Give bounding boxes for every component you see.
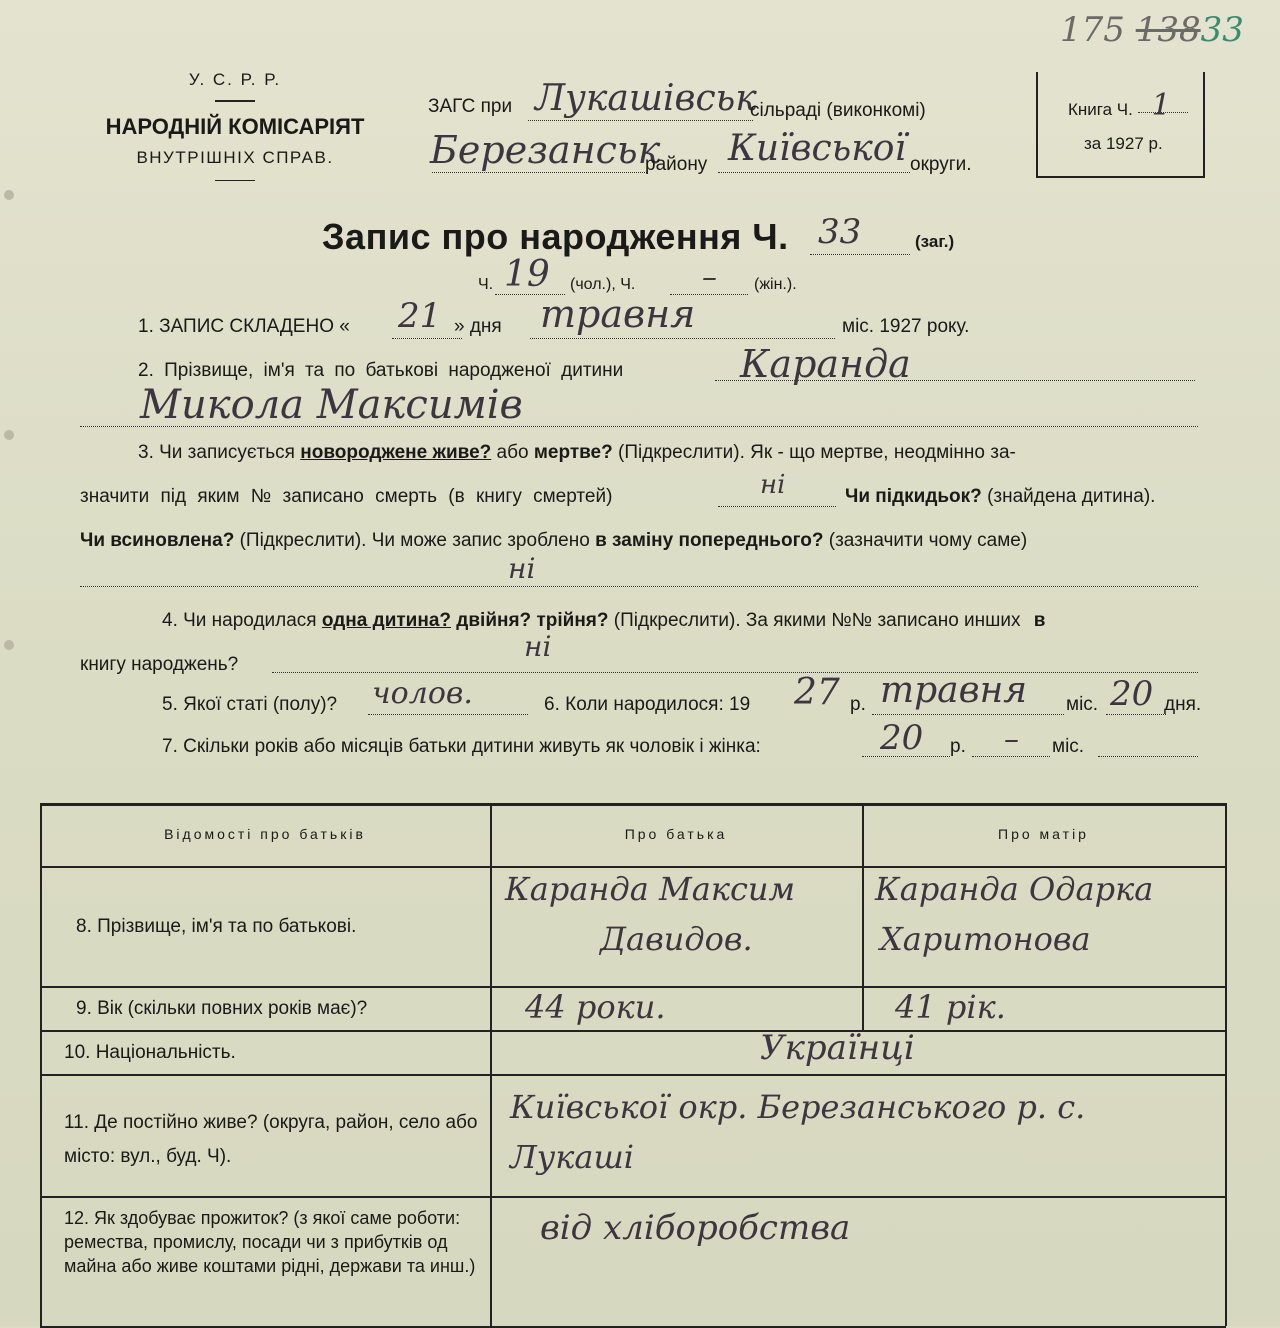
q6-mis: міс.	[1066, 694, 1099, 715]
subtitle-prefix: Ч.	[478, 276, 494, 293]
female-count: –	[702, 260, 717, 295]
state-abbr: У. С. Р. Р.	[188, 70, 282, 89]
book-number: 1	[1151, 88, 1171, 123]
nationality-value: Українці	[760, 1028, 915, 1068]
male-label: (чол.), Ч.	[570, 276, 636, 293]
q3-line1: 3. Чи записується новороджене живе? або мертве? (Підкреслити). Як - що мертве, неодмінно за-	[138, 442, 1016, 463]
zags-prefix: ЗАГС при	[428, 96, 513, 117]
father-name-line1: Каранда Максим	[505, 870, 796, 908]
record-title	[322, 216, 789, 258]
q3-line2: значити під яким № записано смерть (в книгу смертей)	[80, 486, 613, 507]
father-name-line2: Давидов.	[600, 920, 753, 958]
father-age: 44 роки.	[525, 988, 666, 1026]
book-year: за 1927 р.	[1084, 134, 1163, 153]
other-births-answer: ні	[524, 630, 552, 663]
okrug-handwritten: Київської	[728, 128, 906, 169]
district-label: району	[645, 154, 708, 175]
q1-day: 21	[398, 296, 442, 336]
mother-name-line1: Каранда Одарка	[875, 870, 1154, 908]
row-label-nationality: 10. Національність.	[64, 1042, 236, 1063]
q7-label: 7. Скільки років або місяців батьки дитини живуть як чоловік і жінка:	[162, 736, 761, 757]
row-label-name: 8. Прізвище, ім'я та по батькові.	[76, 916, 357, 937]
mother-name-line2: Харитонова	[880, 920, 1091, 958]
child-surname: Каранда	[740, 342, 911, 386]
birth-day: 20	[1110, 674, 1154, 714]
header-father: Про батька	[624, 826, 728, 842]
q4-line1: 4. Чи народилася одна дитина? двійня? трійня? (Підкреслити). За якими №№ записано инших в	[162, 610, 1046, 631]
district-handwritten: Березанськ	[430, 128, 661, 172]
q1-month: травня	[540, 292, 696, 336]
marriage-months: –	[1004, 722, 1019, 757]
female-label: (жін.).	[754, 276, 797, 293]
marriage-years: 20	[880, 718, 924, 758]
commissariat-name: НАРОДНІЙ КОМІСАРІЯТ	[105, 113, 365, 139]
title-suffix: (заг.)	[915, 232, 955, 251]
q5-label: 5. Якої статі (полу)?	[162, 694, 338, 715]
male-count: 19	[504, 254, 550, 295]
q6-dnia: дня.	[1164, 694, 1202, 715]
row-label-age: 9. Вік (скільки повних років має)?	[76, 998, 368, 1019]
livelihood-value: від хліборобства	[540, 1208, 851, 1248]
q1-end: міс. 1927 року.	[842, 316, 970, 337]
child-name: Микола Максимів	[140, 382, 523, 428]
village-handwritten: Лукашівськ	[535, 78, 757, 119]
birth-month: травня	[880, 670, 1028, 711]
child-sex: чолов.	[372, 676, 473, 711]
department-name: ВНУТРІШНІХ СПРАВ.	[136, 147, 334, 167]
q1-mid: » дня	[454, 316, 502, 337]
q6-r: р.	[850, 694, 866, 715]
q6-label: 6. Коли народилося: 19	[544, 694, 751, 715]
birth-year: 27	[794, 672, 840, 713]
title-text: Запис про народження Ч.	[322, 216, 789, 257]
row-label-residence: 11. Де постійно живе? (округа, район, село або місто: вул., буд. Ч).	[64, 1112, 478, 1167]
header-mother: Про матір	[998, 826, 1089, 842]
replacement-answer: ні	[508, 552, 536, 585]
q2-label: 2. Прізвище, ім'я та по батькові народженої дитини	[138, 360, 624, 381]
record-number: 33	[818, 212, 862, 252]
issuer-header	[90, 70, 380, 181]
q7-mis: міс.	[1052, 736, 1085, 757]
row-label-livelihood: 12. Як здобуває прожиток? (з якої саме роботи: ремества, промислу, посади чи з прибутків од майна або живе коштами рідні, держави та инш.)	[64, 1208, 476, 1276]
death-record-answer: ні	[760, 470, 786, 500]
council-label: сільраді (виконкомі)	[750, 100, 926, 121]
book-box	[1036, 72, 1205, 178]
q1-label: 1. ЗАПИС СКЛАДЕНО «	[138, 316, 350, 337]
mother-age: 41 рік.	[895, 988, 1006, 1026]
q3-foundling: Чи підкидьок? (знайдена дитина).	[845, 486, 1156, 507]
book-label: Книга Ч.	[1068, 100, 1133, 119]
archive-number: 175 13833	[1060, 10, 1244, 50]
residence-value: Київської окр. Березанського р. с. Лукаші	[510, 1088, 1086, 1176]
okrug-label: округи.	[910, 154, 972, 175]
q3-line3: Чи всиновлена? (Підкреслити). Чи може запис зроблено в заміну попереднього? (зазначити чому саме)	[80, 530, 1028, 551]
header-parents-info: Відомості про батьків	[164, 826, 366, 842]
q4-line2: книгу народжень?	[80, 654, 239, 675]
q7-r: р.	[950, 736, 966, 757]
